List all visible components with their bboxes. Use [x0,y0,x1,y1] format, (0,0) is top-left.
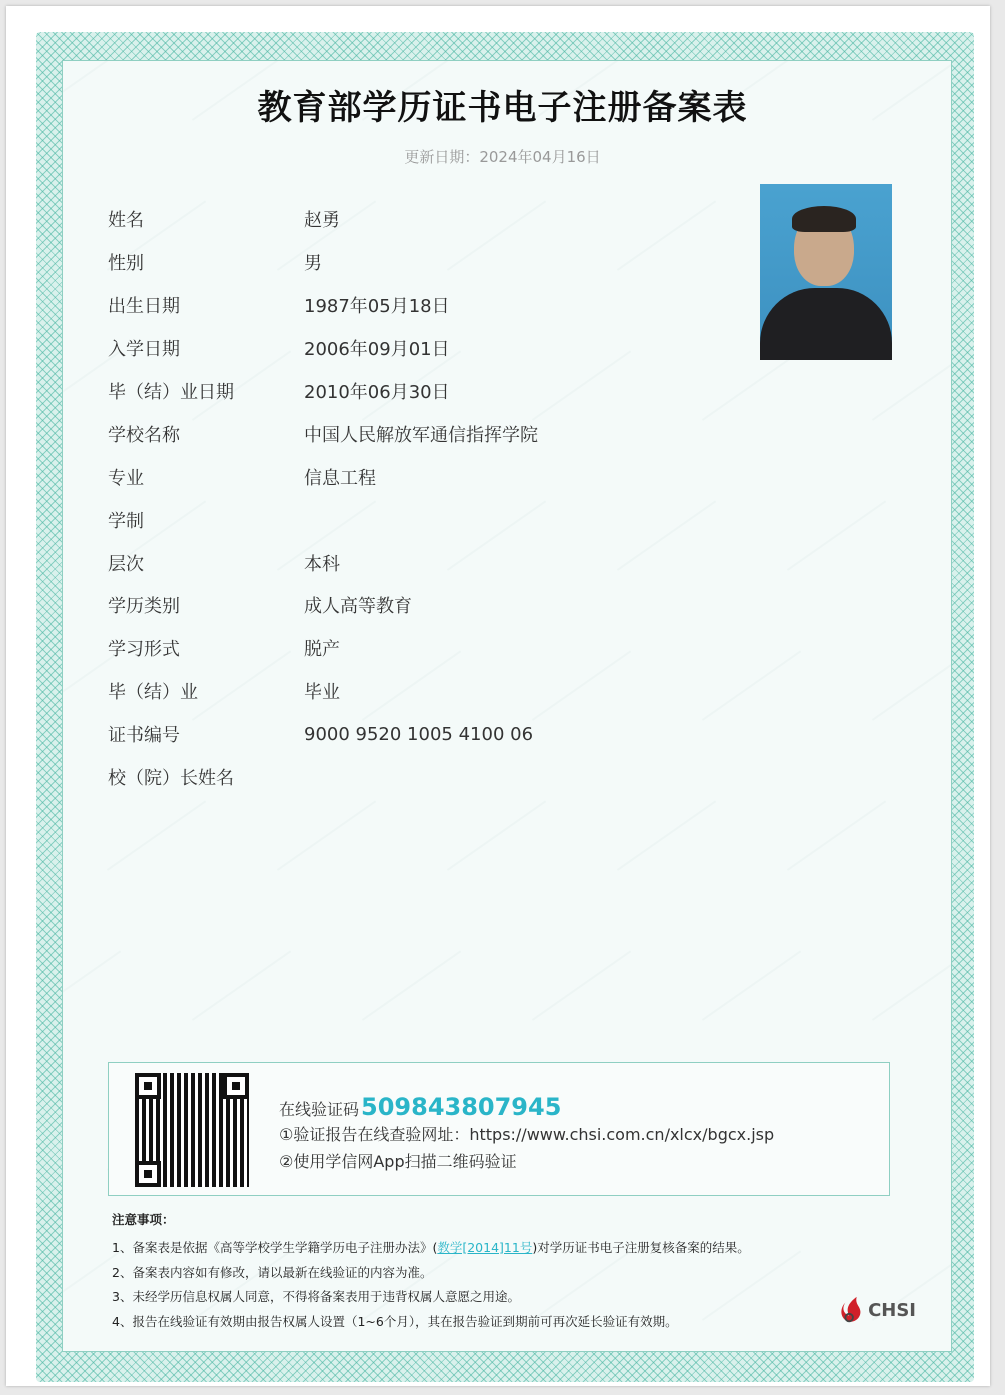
qr-finder [135,1073,161,1099]
chsi-logo-text: CHSI [868,1299,916,1321]
watermark-mark [787,500,909,603]
field-row-president-name [108,756,748,799]
verification-url-line[interactable]: ①验证报告在线查验网址：https://www.chsi.com.cn/xlcx/bgcx.jsp [279,1125,775,1144]
field-value: 本科 [304,553,340,575]
note-item-1 [112,1238,832,1263]
verification-info [279,1093,774,1175]
info-fields [108,198,748,798]
qr-finder [223,1073,249,1099]
field-value: 毕业 [304,682,340,704]
field-row-study-mode [108,627,748,670]
photo-hair [792,206,856,232]
chsi-logo [836,1292,916,1328]
watermark-mark [192,950,314,1053]
field-label: 学习形式 [108,639,180,661]
verification-app-line: ②使用学信网App扫描二维码验证 [279,1152,517,1171]
field-value: 9000 9520 1005 4100 06 [304,723,534,745]
field-value: 男 [304,253,322,275]
watermark-mark [872,650,951,753]
field-value: 赵勇 [304,210,340,232]
notes-title: 注意事项： [112,1212,175,1227]
field-label: 姓名 [108,210,144,232]
watermark-mark [63,950,144,1053]
watermark-mark [107,800,229,903]
field-value: 2006年09月01日 [304,339,450,361]
note-text: )对学历证书电子注册复核备案的结果。 [532,1240,750,1255]
qr-code-icon[interactable] [135,1073,249,1187]
watermark-mark [787,800,909,903]
document-title: 教育部学历证书电子注册备案表 [257,88,748,128]
field-value: 中国人民解放军通信指挥学院 [304,424,538,446]
field-row-school [108,412,748,455]
field-row-major [108,455,748,498]
id-photo [760,184,892,360]
verification-code-label: 在线验证码 [279,1100,360,1119]
photo-body [760,288,892,360]
verification-code: 509843807945 [361,1093,562,1121]
field-label: 学校名称 [108,424,180,446]
regulation-link[interactable]: 教学[2014]11号 [437,1240,533,1255]
watermark-mark [362,950,484,1053]
note-item-4: 4、报告在线验证有效期由报告权属人设置（1~6个月），其在报告验证到期前可再次延长验证有效期。 [112,1313,678,1329]
field-label: 性别 [108,253,144,275]
watermark-mark [872,350,951,453]
field-value: 信息工程 [304,467,376,489]
field-label: 层次 [108,553,144,575]
watermark-mark [617,800,739,903]
field-row-certificate-number [108,713,748,756]
watermark-mark [872,950,951,1053]
note-item-2: 2、备案表内容如有修改，请以最新在线验证的内容为准。 [112,1264,433,1280]
field-label: 毕（结）业日期 [108,382,234,403]
field-label: 校（院）长姓名 [108,768,234,790]
field-label: 出生日期 [108,296,180,318]
watermark-mark [277,800,399,903]
field-row-graduation-date [108,370,748,413]
field-row-enroll-date [108,327,748,370]
verification-code-line [279,1093,774,1121]
watermark-mark [447,800,569,903]
field-label: 证书编号 [108,725,180,747]
field-label: 学制 [108,510,144,532]
field-row-birth-date [108,284,748,327]
field-label: 学历类别 [108,596,180,618]
chsi-flame-icon [836,1294,866,1326]
field-label: 入学日期 [108,339,180,361]
field-row-name [108,198,748,241]
watermark-mark [702,950,824,1053]
field-row-duration [108,498,748,541]
notes-section [112,1210,832,1336]
field-row-education-type [108,584,748,627]
note-text: 1、备案表是依据《高等学校学生学籍学历电子注册办法》( [112,1240,438,1255]
field-value: 成人高等教育 [304,596,412,618]
field-row-level [108,541,748,584]
field-label: 毕（结）业 [108,682,198,704]
note-item-3: 3、未经学历信息权属人同意，不得将备案表用于违背权属人意愿之用途。 [112,1289,520,1304]
qr-finder [135,1161,161,1187]
field-value: 1987年05月18日 [304,296,450,318]
verification-box [108,1062,890,1196]
field-label: 专业 [108,467,144,489]
field-value: 脱产 [304,639,340,661]
update-date: 更新日期：2024年04月16日 [404,148,601,166]
field-row-completion [108,670,748,713]
watermark-mark [532,950,654,1053]
field-value: 2010年06月30日 [304,382,450,403]
field-row-gender [108,241,748,284]
